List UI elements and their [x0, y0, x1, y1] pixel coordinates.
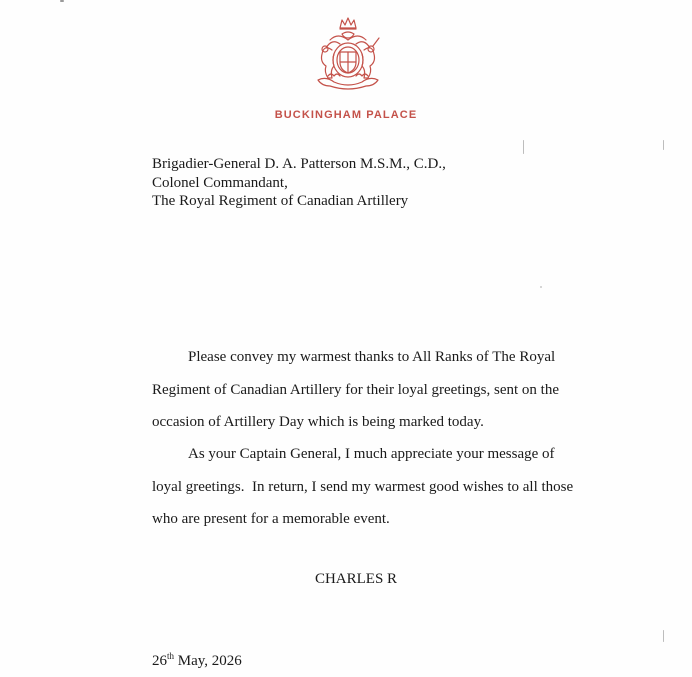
letter-date [152, 651, 242, 670]
recipient-organization: The Royal Regiment of Canadian Artillery [152, 193, 409, 209]
scan-speck [523, 140, 524, 154]
body-paragraph-2 [152, 438, 572, 536]
recipient-address [152, 155, 446, 211]
scan-speck [60, 0, 64, 2]
paragraph-line: occasion of Artillery Day which is being marked today. [152, 414, 484, 430]
signature: CHARLES R [314, 571, 398, 587]
scan-speck [663, 140, 664, 150]
scan-speck [540, 286, 542, 288]
paragraph-line: Please convey my warmest thanks to All Ranks of The Royal [188, 349, 556, 365]
paragraph-line: Regiment of Canadian Artillery for their loyal greetings, sent on the [152, 381, 559, 398]
recipient-title: Colonel Commandant, [152, 174, 288, 191]
recipient-name: Brigadier-General D. A. Patterson M.S.M., C.D., [152, 156, 446, 172]
body-paragraph-1 [152, 341, 572, 439]
date-suffix: th [167, 651, 175, 661]
scan-speck [663, 630, 664, 642]
paragraph-line: who are present for a memorable event. [152, 511, 390, 527]
paragraph-line: loyal greetings. In return, I send my warmest good wishes to all those [152, 478, 574, 495]
letterhead-title: BUCKINGHAM PALACE [274, 109, 418, 121]
paragraph-line: As your Captain General, I much appreciate your message of [188, 446, 555, 462]
date-day: 26 [152, 653, 167, 669]
royal-coat-of-arms-icon [304, 14, 392, 92]
date-rest: May, 2026 [174, 653, 242, 669]
